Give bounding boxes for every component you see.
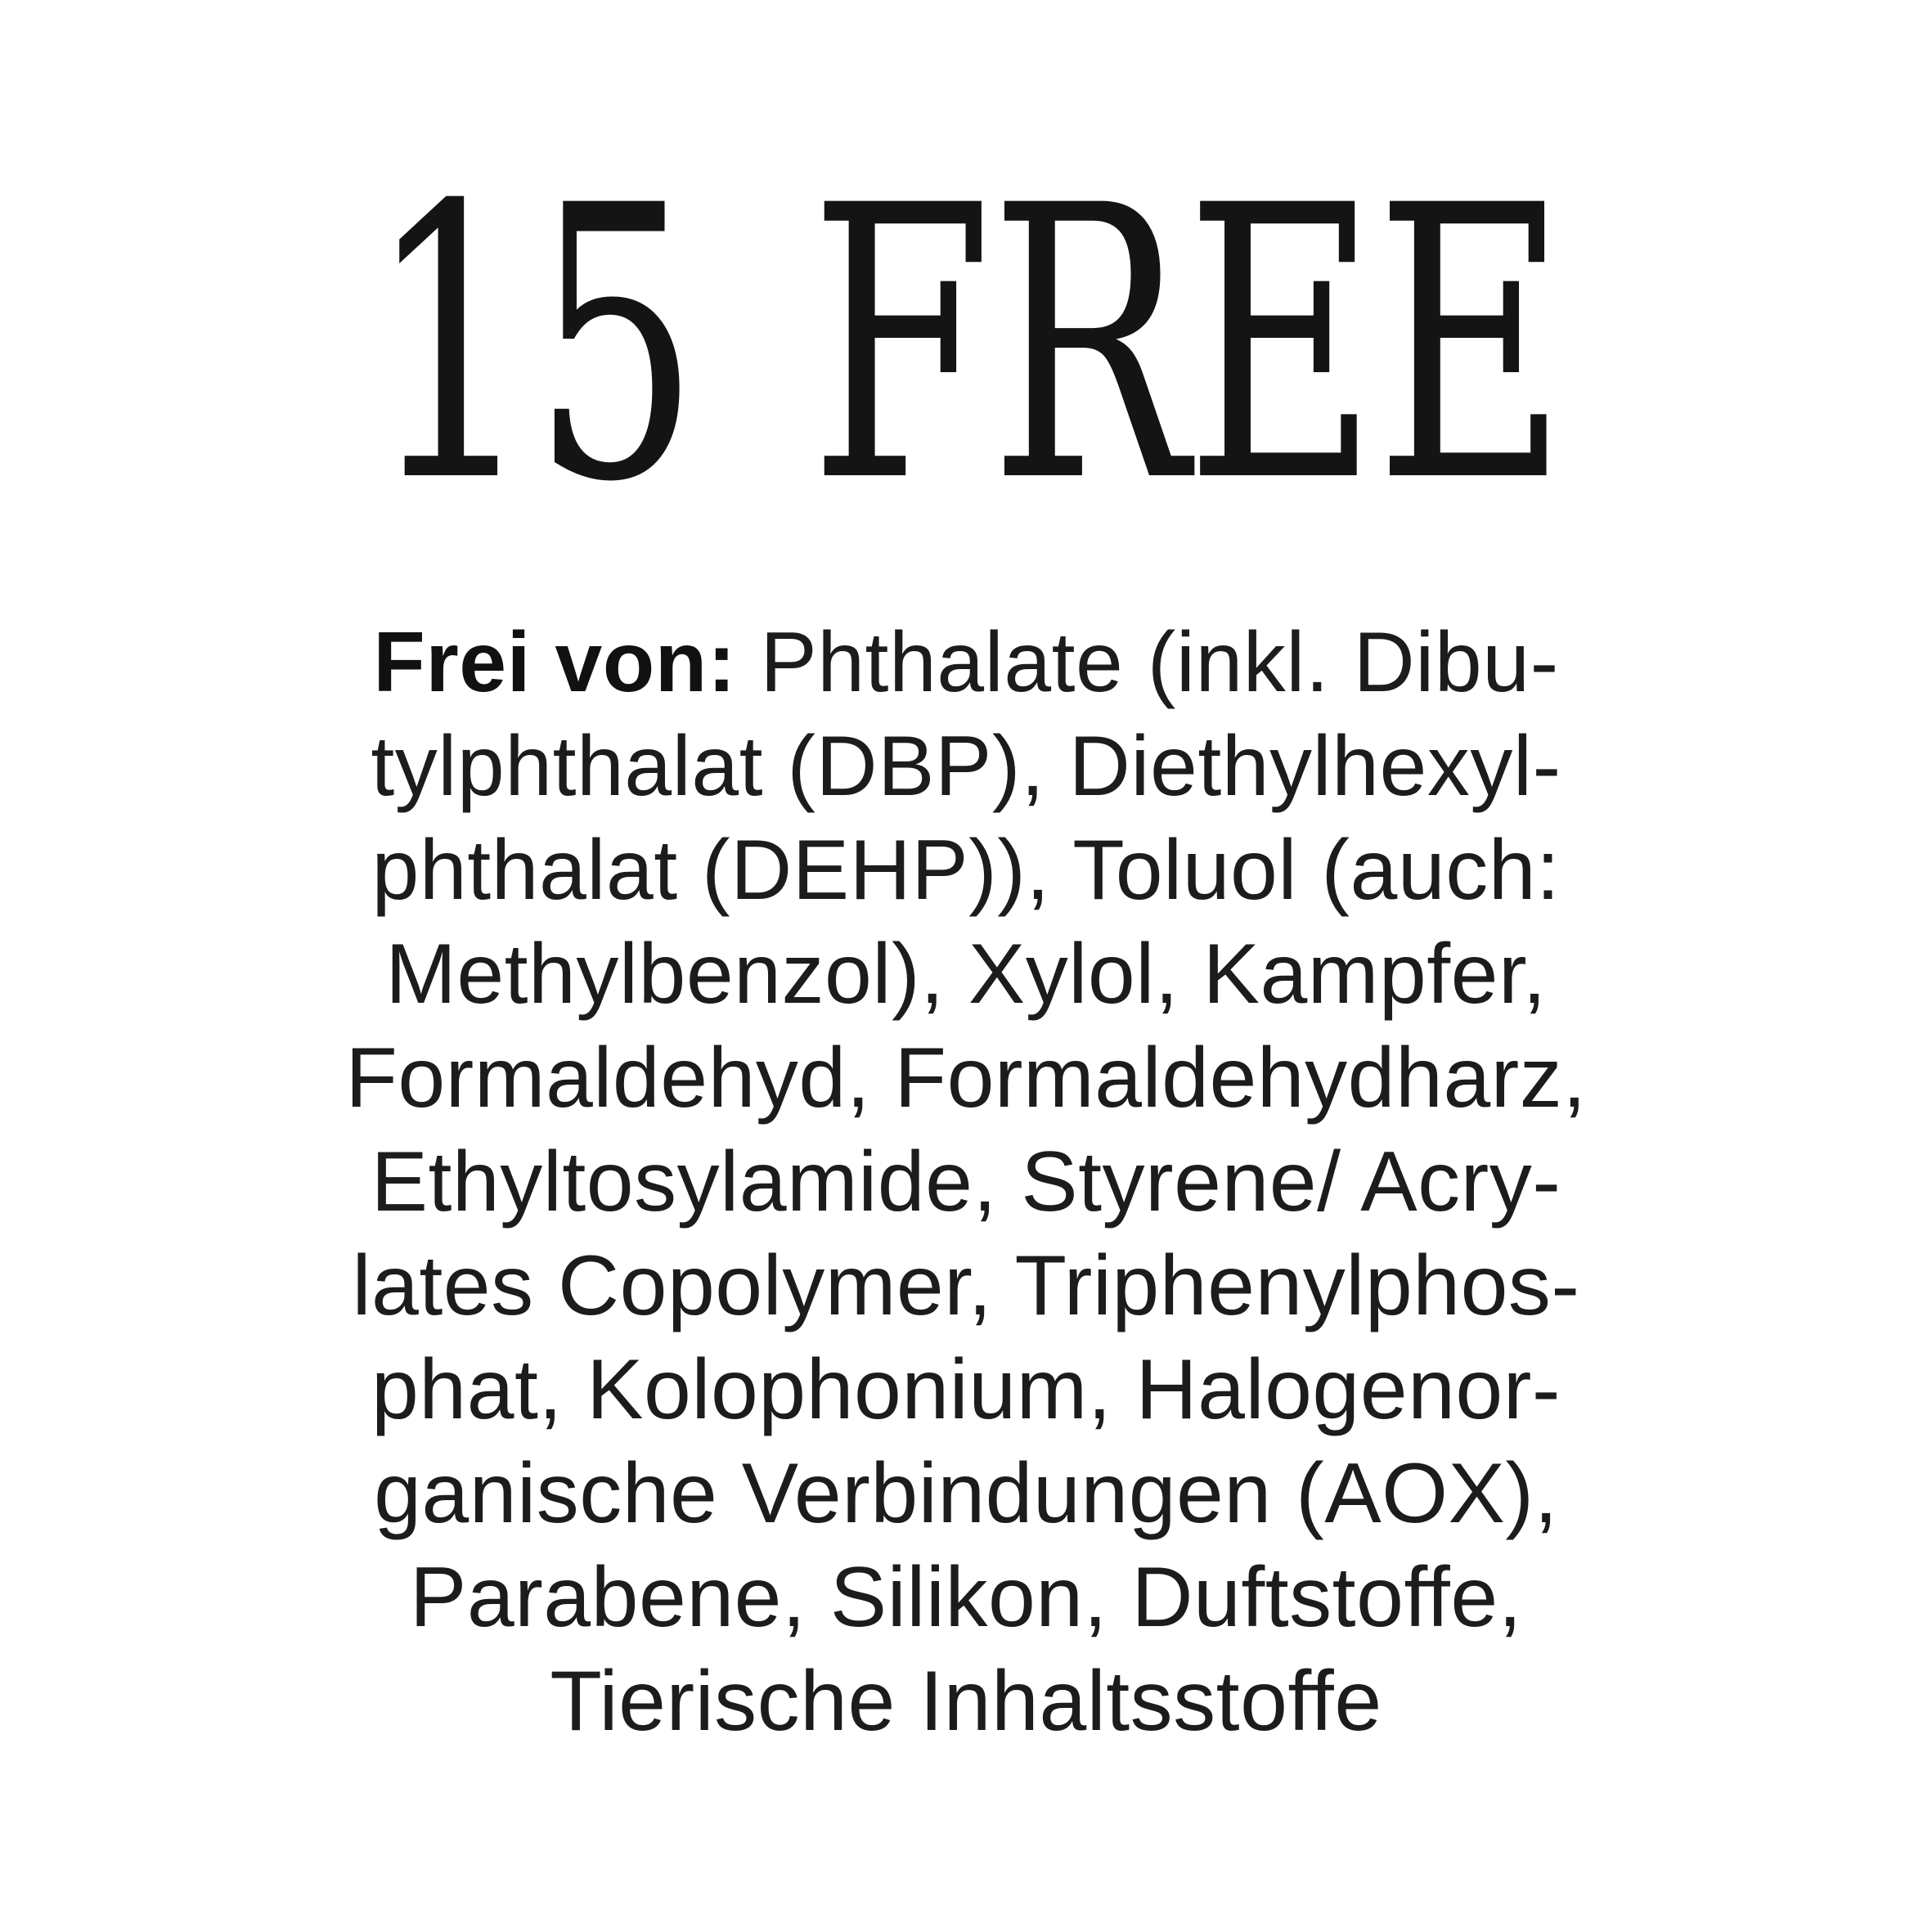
page-title: 15 FREE	[366, 127, 1566, 564]
free-from-label: Frei von:	[373, 615, 736, 710]
text-line: Formaldehyd, Formaldehydharz,	[345, 1031, 1587, 1126]
text-line: phthalat (DEHP)), Toluol (auch:	[371, 823, 1561, 918]
free-from-paragraph	[0, 611, 1932, 1754]
text-line: lates Copolymer, Triphenylphos-	[352, 1238, 1580, 1333]
text-line: Ethyltosylamide, Styrene/ Acry-	[371, 1134, 1561, 1229]
text-line: tylphthalat (DBP), Diethylhexyl-	[371, 719, 1561, 814]
text-line-content: Phthalate (inkl. Dibu-	[735, 615, 1559, 710]
text-line: Tierische Inhaltsstoffe	[550, 1654, 1382, 1749]
text-line: phat, Kolophonium, Halogenor-	[371, 1342, 1561, 1437]
text-line: Parabene, Silikon, Duftstoffe,	[409, 1550, 1523, 1645]
text-line	[0, 611, 1932, 715]
text-line: Methylbenzol), Xylol, Kampfer,	[385, 927, 1547, 1022]
text-line: ganische Verbindungen (AOX),	[374, 1446, 1558, 1541]
